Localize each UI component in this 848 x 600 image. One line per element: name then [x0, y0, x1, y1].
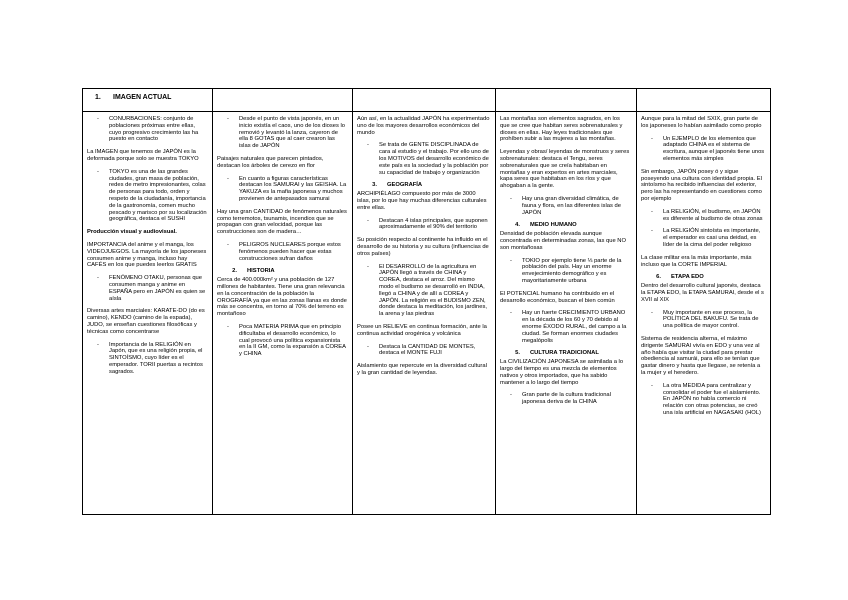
paragraph: Sin embargo, JAPÓN posey ó y sigue poseyendo una cultura con identidad propia. El sintoísmo ha recibido influencias del exterior, pero las ha representando en cuestiones como por ejemplo [641, 168, 762, 202]
list-item [641, 383, 765, 417]
paragraph: Producción visual y audiovisual. [87, 229, 177, 236]
dash-bullet-icon: - [97, 275, 99, 282]
list-item [87, 116, 207, 143]
paragraph: Posee un RELIEVE en continua formación, ante la continua actividad orogénica y volcánica [357, 323, 487, 337]
list-item [500, 392, 631, 406]
list-item-text: Gran parte de la cultura tradicional japonesa deriva de la CHINA [522, 392, 611, 406]
header-cell [83, 89, 213, 112]
list-item-text: Desde el punto de vista japonés, en un inicio existía el caos, uno de los dioses lo removió y levantó la lanza, cayeron de ella 8 GOTAS que al caer crearon las islas de JAPÓN [239, 116, 346, 150]
dash-bullet-icon: - [227, 116, 229, 122]
paragraph: Densidad de población elevada aunque concentrada en determinadas zonas, las que NO son montañosas [500, 231, 626, 251]
list-item-text: Se trata de GENTE DISCIPLINADA de cara al estudio y el trabajo. Por ello uno de los MOTIVOS del desarrollo económico de este país es la sociedad y la población por su capacidad de trabajo y organización [379, 142, 489, 176]
list-item [217, 324, 347, 358]
list-item-text: Destacan 4 islas principales, que suponen aproximadamente el 90% del territorio [379, 217, 488, 231]
list-item-text: La otra MEDIDA para centralizar y consolidar el poder fue el aislamiento. En JAPÓN no había comercio ni relación con otras potencias, se creó una isla artificial en NAGASAKI (HOL) [663, 382, 761, 416]
list-item-text: Destaca la CANTIDAD DE MONTES, destaca el MONTE FUJI [379, 343, 476, 357]
dash-bullet-icon: - [97, 168, 99, 175]
dash-bullet-icon: - [510, 195, 512, 202]
dash-bullet-icon: - [227, 323, 229, 330]
dash-bullet-icon: - [97, 341, 99, 348]
list-item-text: Hay un fuerte CRECIMIENTO URBANO en la década de los 60 y 70 debido al enorme ÉXODO RURAL, del campo a la ciudad. Se forman enormes ciudades megalópolis [522, 310, 627, 344]
list-item [500, 196, 631, 216]
section-number: 5. [515, 350, 520, 357]
list-item [500, 258, 631, 285]
text-column-2 [213, 112, 352, 364]
text-column-3 [353, 112, 495, 383]
content-cell-5 [637, 112, 771, 515]
section-title: IMAGEN ACTUAL [113, 94, 172, 101]
header-cell-empty [496, 89, 637, 112]
list-item [87, 169, 207, 223]
paragraph: Leyendas y obras/ leyendas de monstruos y seres sobrenaturales: destaca el Tengu, seres sobrenaturales que se creía habitaban en montañas y eran expertos en artes marciales, kapa seres que habitaban en los ríos y que ahogaban a la gente. [500, 149, 630, 190]
section-number: 4. [515, 222, 520, 229]
section-title: ETAPA EDO [671, 274, 704, 281]
dash-bullet-icon: - [367, 263, 369, 270]
paragraph: IMPORTANCIA del anime y el manga, los VIDEOJUEGOS. La mayoría de los japoneses consumen anime y manga, incluso hay CAFÉS en los que puedes leerlos GRATIS [87, 241, 207, 269]
list-item [357, 344, 490, 358]
paragraph: Sistema de residencia alterna, el máximo dirigente SAMURAI vivía en EDO y una vez al año había que visitar la ciudad para prestar obediencia al samurái, para ello se tenían que gastar dinero y hasta que llegase, se retenía a la mujer y el heredero. [641, 335, 761, 376]
dash-bullet-icon: - [97, 116, 99, 122]
list-item [87, 275, 207, 302]
list-item [641, 209, 765, 223]
list-item [641, 228, 765, 248]
list-item-text: PELIGROS NUCLEARES porque estos fenómenos pueden hacer que estas construcciones sufran daños [239, 241, 341, 262]
list-item-text: CONURBACIONES: conjunto de poblaciones próximas entre ellas, cuyo progresivo crecimiento las ha puesto en contacto [109, 116, 199, 143]
list-item-text: FENÓMENO OTAKU, personas que consumen manga y anime en ESPAÑA pero en JAPÓN es quien se aísla [109, 275, 206, 302]
section-number: 6. [656, 274, 661, 281]
list-item [357, 264, 490, 318]
header-cell-empty [213, 89, 353, 112]
dash-bullet-icon: - [367, 142, 369, 149]
header-row [83, 89, 771, 112]
content-cell-4 [496, 112, 637, 515]
summary-table [82, 88, 771, 515]
paragraph: El POTENCIAL humano ha contribuido en el desarrollo económico, buscan el bien común [500, 290, 615, 304]
section-number: 1. [95, 94, 101, 101]
header-cell-empty [637, 89, 771, 112]
list-item-text: La RELIGIÓN sintoísta es importante, el emperador es casi una deidad, es líder de la cima del poder religioso [663, 228, 761, 248]
text-column-4 [496, 112, 636, 412]
list-item-text: El DESARROLLO de la agricultura en JAPÓN llegó a través de CHINA y COREA, destaca el arroz. Del mismo modo el budismo se desarrolló en INDIA, llegó a CHINA y de allí a COREA y JAPÓN. La religión es el BUDISMO ZEN, donde destaca la meditación, los jardines, la arena y las piedras [379, 263, 487, 318]
list-item-text: TOKYO es una de las grandes ciudades, gran masa de población, redes de metro impresionantes, colas de personas para todo, orden y respeto de la ciudadanía, importancia de la gastronomía, comen mucho pescado y marisco por su localización geográfica, destaca el SUSHI [109, 168, 207, 223]
section-heading [500, 222, 631, 229]
section-title: MEDIO HUMANO [530, 222, 577, 229]
section-heading [83, 89, 212, 101]
section-heading [217, 268, 347, 275]
section-heading [641, 274, 765, 281]
section-heading [500, 350, 631, 357]
list-item [217, 242, 347, 262]
dash-bullet-icon: - [651, 228, 653, 235]
list-item [217, 116, 347, 150]
section-title: GEOGRAFÍA [387, 182, 423, 189]
dash-bullet-icon: - [367, 217, 369, 224]
text-column-1 [83, 112, 212, 382]
list-item [217, 176, 347, 203]
section-heading [357, 182, 490, 189]
list-item [641, 310, 765, 330]
header-cell-empty [353, 89, 496, 112]
content-cell-2 [213, 112, 353, 515]
text-column-5 [637, 112, 770, 423]
content-cell-3 [353, 112, 496, 515]
list-item-text: Hay una gran diversidad climática, de fauna y flora, en las diferentes islas de JAPÓN [522, 195, 621, 216]
content-cell-1 [83, 112, 213, 515]
list-item [641, 136, 765, 163]
section-number: 2. [232, 268, 237, 275]
paragraph: La clase militar era la más importante, más incluso que la CORTE IMPERIAL [641, 254, 752, 268]
list-item [357, 218, 490, 232]
paragraph: La CIVILIZACIÓN JAPONESA se asimilada a lo largo del tiempo es una mezcla de elementos nativos y otros importados, que ha sabido mantener a lo largo del tiempo [500, 359, 624, 386]
section-title: CULTURA TRADICIONAL [530, 350, 599, 357]
dash-bullet-icon: - [651, 382, 653, 389]
content-row [83, 112, 771, 515]
paragraph: Dentro del desarrollo cultural japonés, destaca la ETAPA EDO, la ETAPA SAMURAI, desde el s XVII al XIX [641, 283, 764, 303]
dash-bullet-icon: - [367, 343, 369, 350]
paragraph: ARCHIPIÉLAGO compuesto por más de 3000 islas, por lo que hay muchas diferencias culturales entre ellas. [357, 191, 487, 211]
section-title: HISTORIA [247, 268, 275, 275]
list-item [357, 142, 490, 176]
paragraph: Diversas artes marciales: KARATE-DO (do es camino), KENDO (camino de la espada), JUDO, se enseñan cuestiones filosóficas y técnicas como concentrarse [87, 308, 205, 335]
section-number: 3. [372, 182, 377, 189]
list-item-text: Un EJEMPLO de los elementos que adaptado CHINA es el sistema de escritura, aunque el japonés tiene unos elementos más simples [663, 135, 765, 162]
list-item-text: TOKIO por ejemplo tiene ⅓ parte de la población del país. Hay un enorme envejecimiento demográfico y es mayoritariamente urbana [522, 257, 622, 284]
list-item [500, 310, 631, 344]
dash-bullet-icon: - [651, 208, 653, 215]
paragraph: Cerca de 400.000km² y una población de 127 millones de habitantes. Tiene una gran relevancia en la concentración de la población la OROGRAFÍA ya que en las zonas llanas es donde más se concentra, en torno al 70% del terreno es montañoso [217, 277, 347, 318]
paragraph: Aislamiento que repercute en la diversidad cultural y la gran cantidad de leyendas. [357, 363, 487, 376]
dash-bullet-icon: - [651, 309, 653, 316]
dash-bullet-icon: - [227, 175, 229, 182]
dash-bullet-icon: - [510, 310, 512, 317]
dash-bullet-icon: - [510, 257, 512, 264]
dash-bullet-icon: - [510, 392, 512, 399]
paragraph: Aún así, en la actualidad JAPÓN ha experimentado uno de los mayores desarrollos económicos del mundo [357, 116, 490, 136]
paragraph: La IMAGEN que tenemos de JAPÓN es la deformada porque solo se muestra TOKYO [87, 149, 199, 162]
paragraph: Paisajes naturales que parecen pintados, destacan los árboles de cerezo en flor [217, 155, 324, 169]
paragraph: Aunque para la mitad del SXIX, gran parte de los japoneses lo habían asimilado como propio [641, 116, 762, 129]
list-item-text: Importancia de la RELIGIÓN en Japón, que es una religión propia, el SINTOÍSMO, cuyo líder es el emperador. TORII puertas a recintos sagrados. [109, 341, 203, 375]
list-item-text: Muy importante en ese proceso, la POLÍTICA DEL BAKUFU. Se trata de una política de mayor control. [663, 309, 759, 330]
paragraph: Su posición respecto al continente ha influido en el desarrollo de su historia y su cultura (influencias de otros países) [357, 237, 489, 257]
list-item [87, 342, 207, 376]
paragraph: Las montañas son elementos sagrados, en los que se cree que habitan seres sobrenaturales y dioses en ellas. Hay leyes tradicionales que prohíben subir a las mujeres a las montañas. [500, 116, 623, 143]
dash-bullet-icon: - [651, 135, 653, 142]
list-item-text: Poca MATERIA PRIMA que en principio dificultaba el desarrollo económico, lo cual provocó una política expansionista en la II GM, como la expansión a COREA y CHINA [239, 323, 346, 358]
dash-bullet-icon: - [227, 241, 229, 248]
paragraph: Hay una gran CANTIDAD de fenómenos naturales como terremotos, tsunamis, incendios que se propagan con gran velocidad, porque las construcciones son de madera… [217, 208, 347, 236]
list-item-text: En cuanto a figuras características destacan los SAMURAI y las GEISHA. La YAKUZA es la mafia japonesa y muchos provienen de antepasados samurai [239, 175, 347, 202]
list-item-text: La RELIGIÓN, el budismo, en JAPÓN es diferente al budismo de otras zonas [663, 208, 763, 222]
